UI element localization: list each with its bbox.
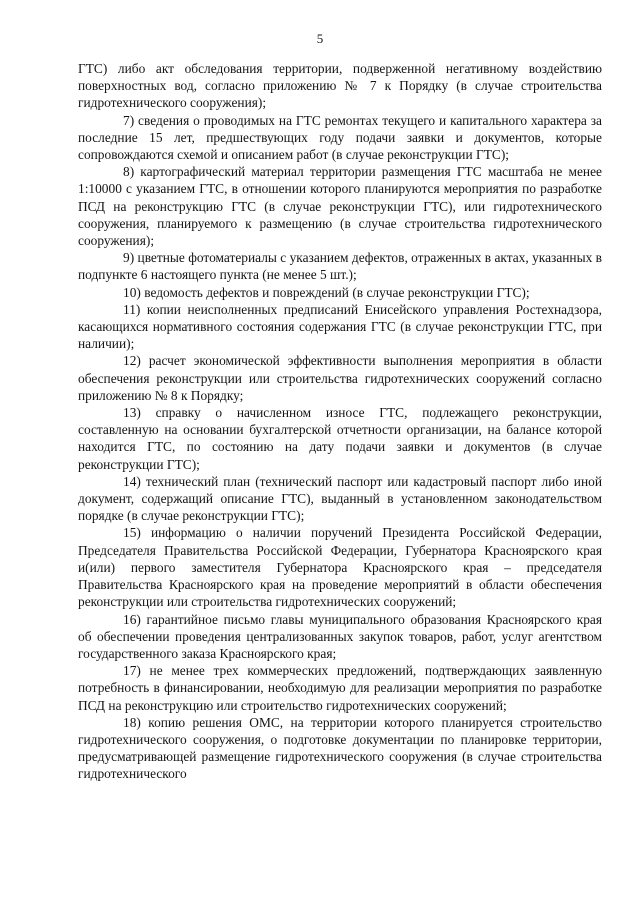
paragraph-item-10: 10) ведомость дефектов и повреждений (в случае реконструкции ГТС); (123, 284, 530, 300)
paragraph-item-16: 16) гарантийное письмо главы муниципального образования Красноярского края об обеспечении проведения централизованных закупок товаров, работ, услуг агентством государственного заказа Красноярского края; (78, 611, 602, 661)
paragraph-item-7: 7) сведения о проводимых на ГТС ремонтах текущего и капитального характера за последние 15 лет, предшествующих году подачи заявки и документов, которые сопровождаются схемой и описанием работ (в случае реконструкции ГТС); (78, 112, 602, 163)
paragraph-item-15: 15) информацию о наличии поручений Президента Российской Федерации, Председателя Правительства Российской Федерации, Губернатора Красноярского края и(или) первого заместителя Губернатора Красноярского края – председателя Правительства Красноярского края на проведение мероприятий в области обеспечения реконструкции или строительства гидротехнических сооружений; (78, 525, 602, 610)
paragraph-item-17: 17) не менее трех коммерческих предложений, подтверждающих заявленную потребность в финансировании, необходимую для реализации мероприятия по разработке ПСД на реконструкцию или строительство гидротехнических сооружений; (78, 663, 602, 713)
paragraph-item-14: 14) технический план (технический паспорт или кадастровый паспорт либо иной документ, содержащий описание ГТС), выданный в установленном законодательством порядке (в случае реконструкции ГТС); (78, 473, 602, 524)
paragraph-item-13: 13) справку о начисленном износе ГТС, подлежащего реконструкции, составленную на основании бухгалтерской отчетности организации, на балансе которой находится ГТС, по состоянию на дату подачи заявки и документов (в случае реконструкции ГТС); (78, 405, 602, 472)
paragraph-item-9: 9) цветные фотоматериалы с указанием дефектов, отраженных в актах, указанных в подпункте 6 настоящего пункта (не менее 5 шт.); (78, 250, 602, 283)
paragraph-item-8: 8) картографический материал территории размещения ГТС масштаба не менее 1:10000 с указанием ГТС, в отношении которого планируются мероприятия по разработке ПСД на реконструкцию ГТС (в случае реконструкции ГТС), или гидротехнического сооружения, планируемого к размещению (в случае строительства гидротехнического сооружения); (78, 164, 602, 249)
paragraph-item-18: 18) копию решения ОМС, на территории которого планируется строительство гидротехнического сооружения, о подготовке документации по планировке территории, предусматривающей размещение гидротехнического сооружения (в случае строительства гидротехнического (78, 714, 602, 782)
page-number: 5 (316, 31, 324, 46)
paragraph-item-11: 11) копии неисполненных предписаний Енисейского управления Ростехнадзора, касающихся нормативного состояния содержания ГТС (в случае реконструкции ГТС, при наличии); (78, 301, 602, 352)
paragraph-item-12: 12) расчет экономической эффективности выполнения мероприятия в области обеспечения реконструкции или строительства гидротехнических сооружений согласно приложению № 8 к Порядку; (78, 353, 602, 403)
document-body (78, 60, 602, 783)
paragraph-continuation: ГТС) либо акт обследования территории, подверженной негативному воздействию поверхностных вод, согласно приложению № 7 к Порядку (в случае строительства гидротехнического сооружения); (78, 61, 602, 111)
